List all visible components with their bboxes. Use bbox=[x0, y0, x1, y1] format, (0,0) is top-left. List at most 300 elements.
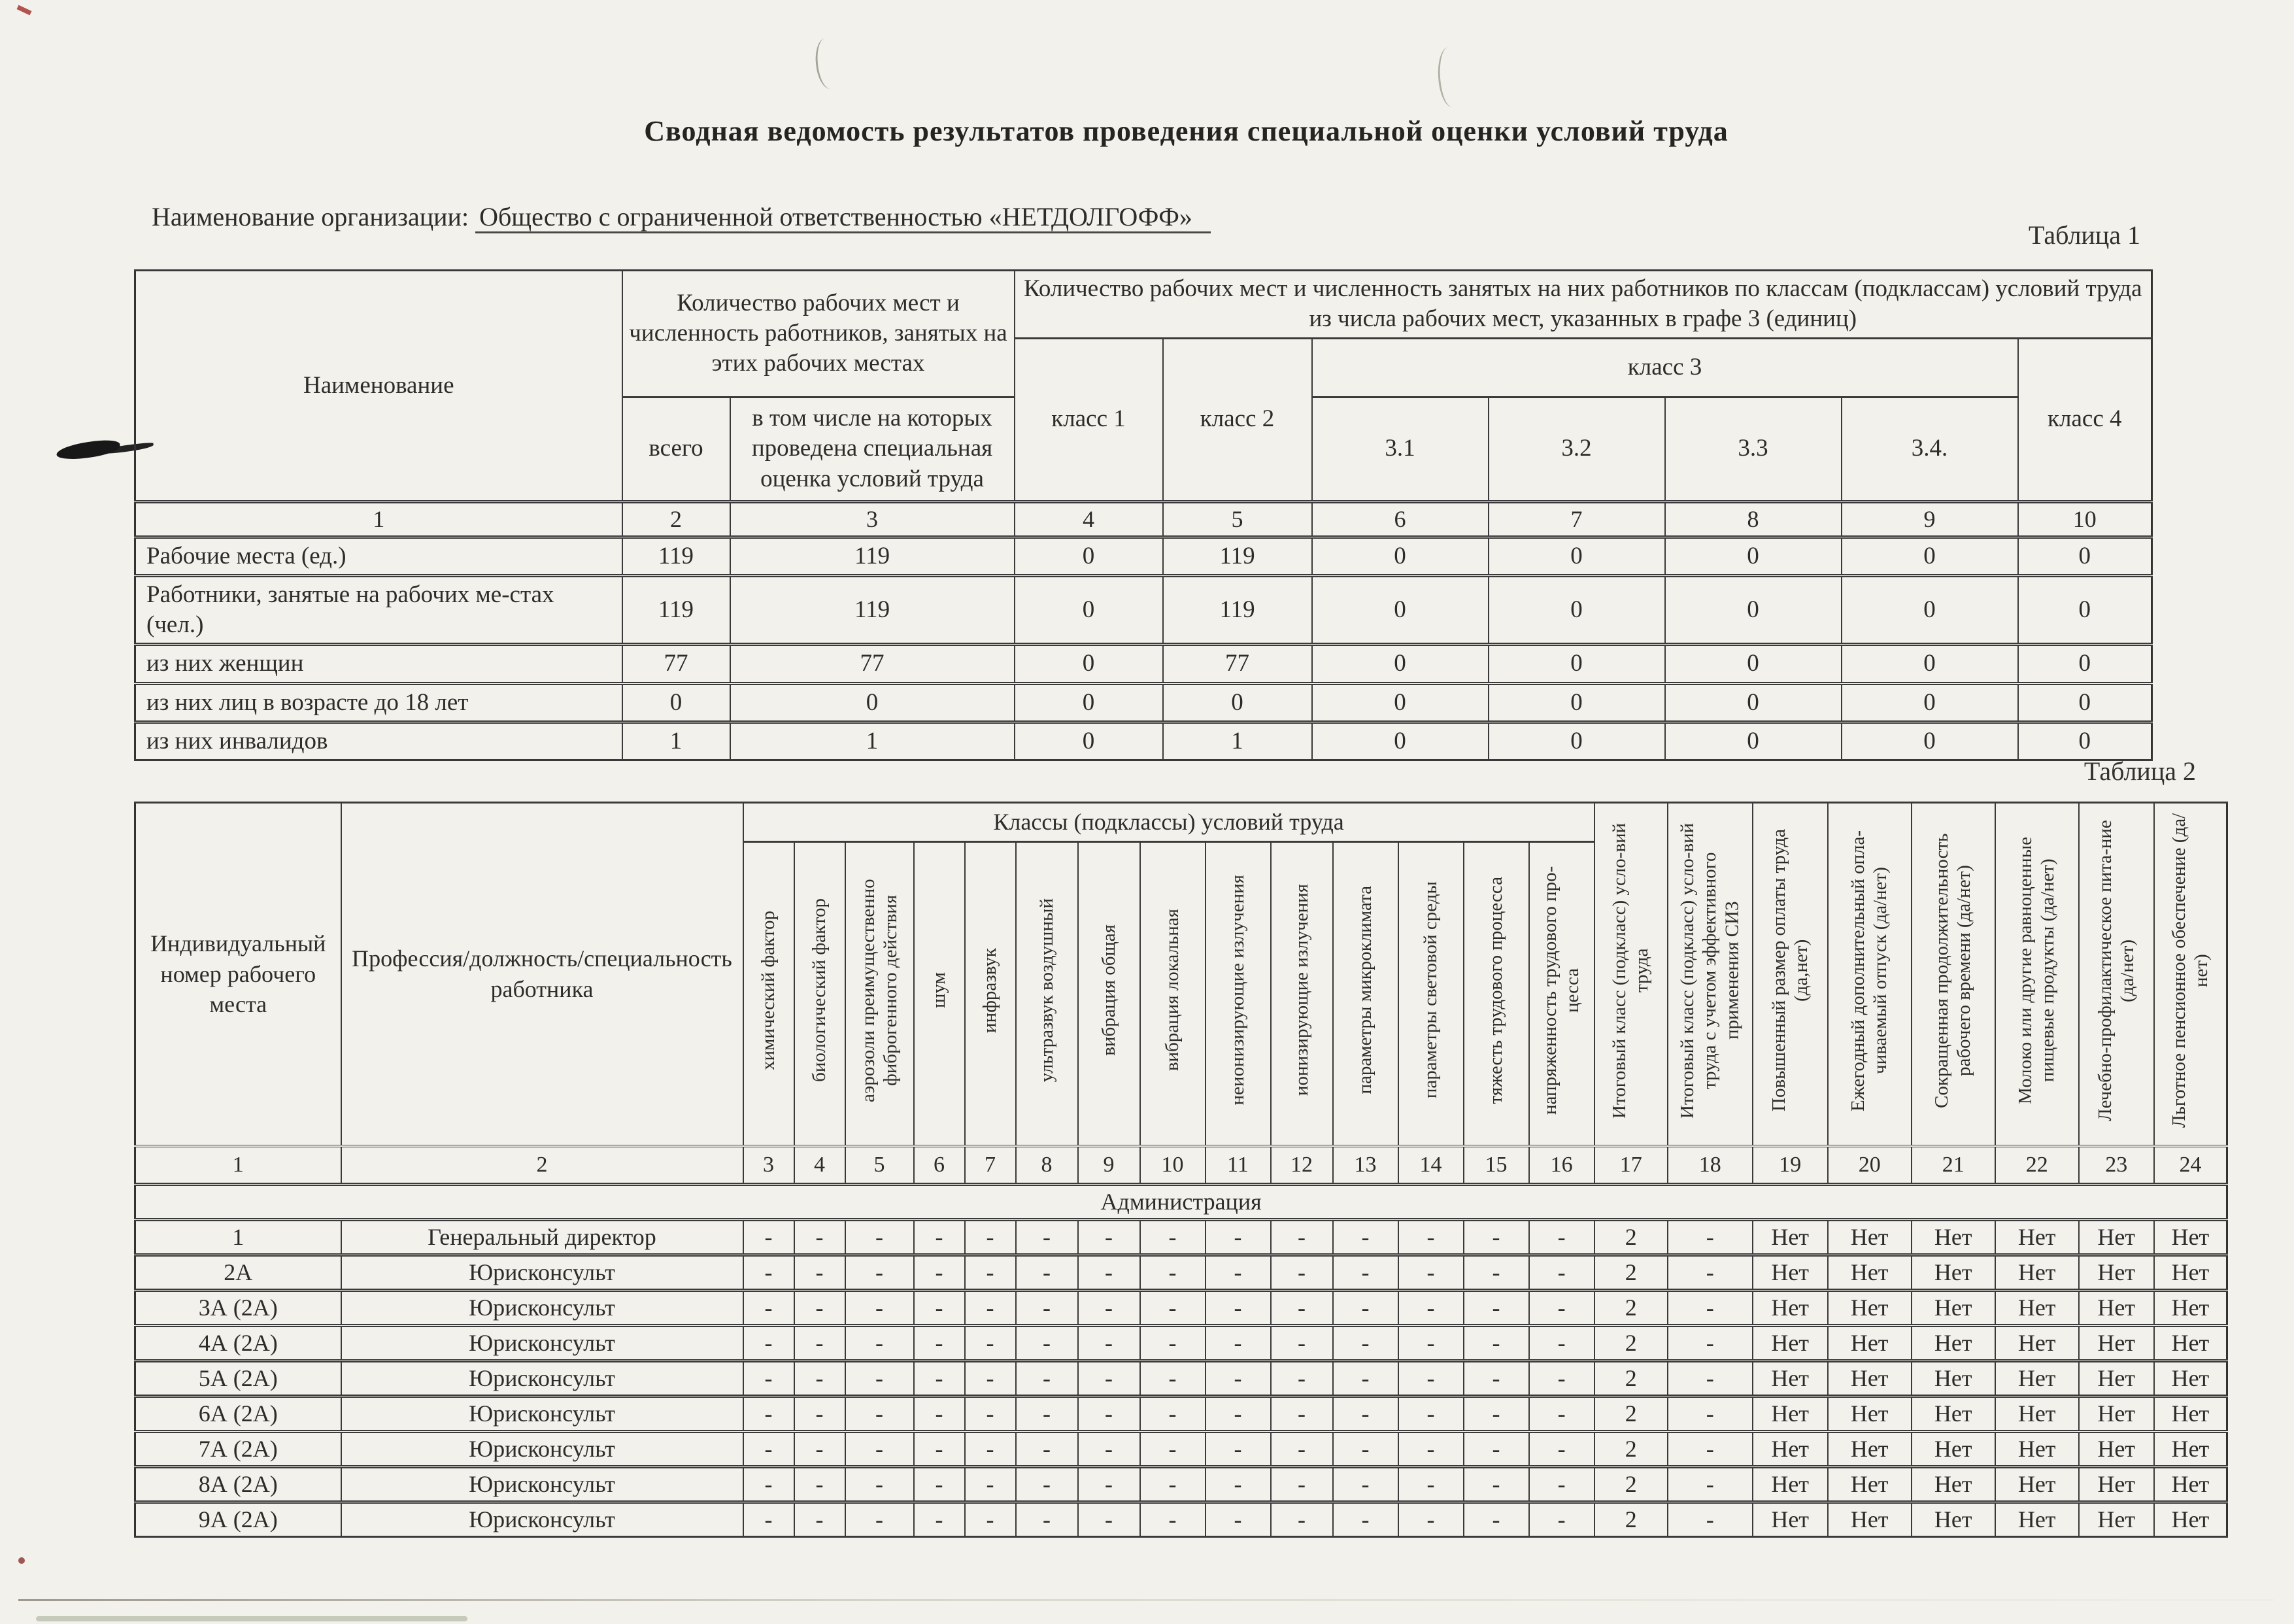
benefit-cell: Нет bbox=[1828, 1502, 1912, 1536]
row-value-cell: 0 bbox=[1163, 683, 1312, 722]
row-label-cell: из них женщин bbox=[135, 645, 622, 683]
column-number-cell: 15 bbox=[1464, 1146, 1529, 1184]
summary-table-1 bbox=[134, 269, 2153, 761]
factor-value-cell: - bbox=[794, 1219, 845, 1255]
row-value-cell: 0 bbox=[2018, 683, 2152, 722]
factor-value-cell: - bbox=[1016, 1290, 1078, 1325]
factor-value-cell: - bbox=[1140, 1431, 1206, 1466]
benefit-cell: Нет bbox=[1995, 1325, 2079, 1361]
factor-value-cell: - bbox=[1333, 1325, 1398, 1361]
factor-value-cell: - bbox=[914, 1431, 965, 1466]
factor-column-label: химический фактор bbox=[758, 910, 779, 1070]
factor-value-cell: - bbox=[1140, 1290, 1206, 1325]
final-class-cell: 2 bbox=[1594, 1255, 1668, 1290]
workplace-number-cell: 8А (2А) bbox=[135, 1466, 341, 1502]
column-number-cell: 8 bbox=[1016, 1146, 1078, 1184]
row-value-cell: 0 bbox=[1665, 537, 1842, 575]
factor-value-cell: - bbox=[743, 1396, 794, 1431]
workplace-number-cell: 2А bbox=[135, 1255, 341, 1290]
column-number-cell: 12 bbox=[1271, 1146, 1333, 1184]
benefit-cell: Нет bbox=[2079, 1466, 2154, 1502]
factor-value-cell: - bbox=[1016, 1361, 1078, 1396]
workplace-row bbox=[135, 1466, 2227, 1502]
benefit-cell: Нет bbox=[1753, 1396, 1828, 1431]
table1-body bbox=[135, 537, 2152, 760]
column-number-cell: 16 bbox=[1529, 1146, 1594, 1184]
factor-value-cell: - bbox=[914, 1255, 965, 1290]
profession-cell: Юрисконсульт bbox=[341, 1396, 743, 1431]
table2-caption: Таблица 2 bbox=[2083, 756, 2196, 786]
factor-value-cell: - bbox=[914, 1466, 965, 1502]
benefit-cell: Нет bbox=[1828, 1466, 1912, 1502]
factor-value-cell: - bbox=[743, 1219, 794, 1255]
benefit-cell: Нет bbox=[1995, 1255, 2079, 1290]
table1-row bbox=[135, 722, 2152, 760]
final-class-cell: 2 bbox=[1594, 1431, 1668, 1466]
factor-column-header bbox=[1206, 842, 1271, 1146]
workplace-number-cell: 7А (2А) bbox=[135, 1431, 341, 1466]
result-column-label: Итоговый класс (подкласс) усло-вий труда с учетом эффективного применения СИЗ bbox=[1677, 822, 1743, 1119]
benefit-cell: Нет bbox=[1828, 1325, 1912, 1361]
factor-value-cell: - bbox=[1271, 1325, 1333, 1361]
factor-column-label: биологический фактор bbox=[809, 898, 830, 1082]
factor-value-cell: - bbox=[1398, 1255, 1464, 1290]
factor-value-cell: - bbox=[914, 1361, 965, 1396]
factor-value-cell: - bbox=[1529, 1255, 1594, 1290]
page-title: Сводная ведомость результатов проведения специальной оценки условий труда bbox=[644, 115, 1729, 147]
factor-value-cell: - bbox=[1206, 1290, 1271, 1325]
organization-line bbox=[152, 201, 1211, 232]
benefit-cell: Нет bbox=[1912, 1466, 1995, 1502]
red-mark-artifact bbox=[17, 5, 32, 16]
factor-value-cell: - bbox=[1206, 1255, 1271, 1290]
factor-value-cell: - bbox=[1078, 1290, 1140, 1325]
benefit-cell: Нет bbox=[2079, 1361, 2154, 1396]
final-class-cell: 2 bbox=[1594, 1325, 1668, 1361]
benefit-cell: Нет bbox=[1995, 1431, 2079, 1466]
row-label-cell: Рабочие места (ед.) bbox=[135, 537, 622, 575]
factor-value-cell: - bbox=[845, 1325, 914, 1361]
row-value-cell: 0 bbox=[2018, 537, 2152, 575]
factor-value-cell: - bbox=[914, 1396, 965, 1431]
factor-value-cell: - bbox=[1206, 1396, 1271, 1431]
row-label-cell: из них инвалидов bbox=[135, 722, 622, 760]
workplaces-table-2 bbox=[134, 802, 2228, 1538]
row-value-cell: 0 bbox=[1842, 537, 2018, 575]
final-class-siz-cell: - bbox=[1668, 1255, 1753, 1290]
column-number-cell: 11 bbox=[1206, 1146, 1271, 1184]
row-value-cell: 119 bbox=[730, 537, 1015, 575]
benefit-cell: Нет bbox=[1912, 1431, 1995, 1466]
row-value-cell: 0 bbox=[1312, 537, 1489, 575]
result-column-label: Молоко или другие равноценные пищевые продукты (да/нет) bbox=[2015, 836, 2059, 1105]
workplace-row bbox=[135, 1255, 2227, 1290]
column-number-cell: 1 bbox=[135, 501, 622, 537]
benefit-cell: Нет bbox=[1995, 1466, 2079, 1502]
benefit-cell: Нет bbox=[2079, 1290, 2154, 1325]
factor-value-cell: - bbox=[1140, 1396, 1206, 1431]
t1-header-class3: класс 3 bbox=[1312, 338, 2018, 397]
factor-value-cell: - bbox=[1333, 1219, 1398, 1255]
factor-value-cell: - bbox=[1398, 1466, 1464, 1502]
factor-value-cell: - bbox=[1016, 1325, 1078, 1361]
row-value-cell: 0 bbox=[1312, 575, 1489, 645]
factor-value-cell: - bbox=[914, 1502, 965, 1536]
workplace-number-cell: 9А (2А) bbox=[135, 1502, 341, 1536]
result-column-header bbox=[1753, 803, 1828, 1147]
factor-value-cell: - bbox=[1333, 1396, 1398, 1431]
t2-header-profession: Профессия/должность/специальность работника bbox=[341, 803, 743, 1147]
factor-value-cell: - bbox=[1140, 1502, 1206, 1536]
column-number-cell: 5 bbox=[1163, 501, 1312, 537]
column-number-cell: 10 bbox=[1140, 1146, 1206, 1184]
benefit-cell: Нет bbox=[1753, 1361, 1828, 1396]
result-column-label: Льготное пенсионное обеспечение (да/нет) bbox=[2168, 813, 2212, 1128]
row-value-cell: 0 bbox=[622, 683, 730, 722]
column-number-cell: 1 bbox=[135, 1146, 341, 1184]
factor-value-cell: - bbox=[1271, 1255, 1333, 1290]
final-class-siz-cell: - bbox=[1668, 1502, 1753, 1536]
table1-numbers-row bbox=[135, 501, 2152, 537]
factor-value-cell: - bbox=[743, 1325, 794, 1361]
factor-column-label: шум bbox=[928, 972, 950, 1008]
factor-value-cell: - bbox=[1016, 1396, 1078, 1431]
factor-value-cell: - bbox=[1078, 1219, 1140, 1255]
workplace-number-cell: 6А (2А) bbox=[135, 1396, 341, 1431]
factor-value-cell: - bbox=[1464, 1466, 1529, 1502]
factor-value-cell: - bbox=[1206, 1431, 1271, 1466]
factor-column-label: неионизирующие излучения bbox=[1227, 875, 1249, 1106]
row-value-cell: 1 bbox=[730, 722, 1015, 760]
factor-column-header bbox=[1464, 842, 1529, 1146]
column-number-cell: 3 bbox=[730, 501, 1015, 537]
row-value-cell: 0 bbox=[2018, 575, 2152, 645]
factor-value-cell: - bbox=[794, 1290, 845, 1325]
factor-value-cell: - bbox=[1140, 1255, 1206, 1290]
factor-column-label: параметры световой среды bbox=[1420, 881, 1442, 1099]
factor-value-cell: - bbox=[1016, 1466, 1078, 1502]
factor-value-cell: - bbox=[1464, 1396, 1529, 1431]
result-column-header bbox=[2079, 803, 2154, 1147]
factor-column-label: инфразвук bbox=[979, 947, 1001, 1033]
column-number-cell: 2 bbox=[622, 501, 730, 537]
table1-caption: Таблица 1 bbox=[2028, 220, 2140, 250]
final-class-siz-cell: - bbox=[1668, 1325, 1753, 1361]
factor-value-cell: - bbox=[794, 1255, 845, 1290]
final-class-cell: 2 bbox=[1594, 1396, 1668, 1431]
factor-value-cell: - bbox=[965, 1325, 1016, 1361]
factor-value-cell: - bbox=[1078, 1431, 1140, 1466]
final-class-siz-cell: - bbox=[1668, 1431, 1753, 1466]
factor-column-header bbox=[1398, 842, 1464, 1146]
column-number-cell: 14 bbox=[1398, 1146, 1464, 1184]
column-number-cell: 22 bbox=[1995, 1146, 2079, 1184]
profession-cell: Юрисконсульт bbox=[341, 1361, 743, 1396]
factor-value-cell: - bbox=[1529, 1466, 1594, 1502]
row-value-cell: 0 bbox=[1842, 722, 2018, 760]
workplace-number-cell: 1 bbox=[135, 1219, 341, 1255]
column-number-cell: 4 bbox=[794, 1146, 845, 1184]
factor-value-cell: - bbox=[1206, 1502, 1271, 1536]
organization-label: Наименование организации: bbox=[152, 202, 469, 231]
factor-value-cell: - bbox=[1206, 1466, 1271, 1502]
profession-cell: Юрисконсульт bbox=[341, 1290, 743, 1325]
column-number-cell: 24 bbox=[2154, 1146, 2227, 1184]
factor-value-cell: - bbox=[914, 1325, 965, 1361]
factor-value-cell: - bbox=[1271, 1219, 1333, 1255]
benefit-cell: Нет bbox=[1753, 1255, 1828, 1290]
red-mark-artifact bbox=[18, 1557, 25, 1564]
row-value-cell: 0 bbox=[2018, 645, 2152, 683]
factor-value-cell: - bbox=[1016, 1219, 1078, 1255]
row-value-cell: 0 bbox=[1015, 537, 1163, 575]
column-number-cell: 6 bbox=[914, 1146, 965, 1184]
column-number-cell: 18 bbox=[1668, 1146, 1753, 1184]
row-value-cell: 0 bbox=[1489, 575, 1665, 645]
factor-value-cell: - bbox=[1398, 1325, 1464, 1361]
factor-value-cell: - bbox=[1078, 1396, 1140, 1431]
result-column-header bbox=[1668, 803, 1753, 1147]
profession-cell: Юрисконсульт bbox=[341, 1325, 743, 1361]
table1-row bbox=[135, 683, 2152, 722]
factor-value-cell: - bbox=[1333, 1255, 1398, 1290]
factor-value-cell: - bbox=[1271, 1502, 1333, 1536]
column-number-cell: 7 bbox=[965, 1146, 1016, 1184]
row-value-cell: 119 bbox=[622, 575, 730, 645]
factor-value-cell: - bbox=[1206, 1325, 1271, 1361]
column-number-cell: 23 bbox=[2079, 1146, 2154, 1184]
factor-value-cell: - bbox=[1078, 1255, 1140, 1290]
factor-column-label: аэрозоли преимущественно фиброгенного действия bbox=[857, 878, 901, 1102]
table1-row bbox=[135, 537, 2152, 575]
factor-value-cell: - bbox=[1140, 1466, 1206, 1502]
column-number-cell: 6 bbox=[1312, 501, 1489, 537]
factor-value-cell: - bbox=[1529, 1502, 1594, 1536]
benefit-cell: Нет bbox=[2079, 1219, 2154, 1255]
row-value-cell: 0 bbox=[1015, 683, 1163, 722]
benefit-cell: Нет bbox=[1912, 1325, 1995, 1361]
factor-value-cell: - bbox=[743, 1466, 794, 1502]
fold-line-artifact bbox=[18, 1599, 2274, 1601]
factor-value-cell: - bbox=[1529, 1431, 1594, 1466]
column-number-cell: 10 bbox=[2018, 501, 2152, 537]
row-value-cell: 0 bbox=[1489, 722, 1665, 760]
column-number-cell: 13 bbox=[1333, 1146, 1398, 1184]
benefit-cell: Нет bbox=[1828, 1255, 1912, 1290]
column-number-cell: 8 bbox=[1665, 501, 1842, 537]
factor-column-header bbox=[965, 842, 1016, 1146]
t1-header-class4: класс 4 bbox=[2018, 338, 2152, 501]
result-column-label: Итоговый класс (подкласс) усло-вий труда bbox=[1609, 822, 1653, 1119]
factor-value-cell: - bbox=[1078, 1466, 1140, 1502]
table2-body bbox=[135, 1184, 2227, 1536]
factor-value-cell: - bbox=[914, 1219, 965, 1255]
section-row bbox=[135, 1184, 2227, 1219]
result-column-header bbox=[1995, 803, 2079, 1147]
row-value-cell: 77 bbox=[622, 645, 730, 683]
benefit-cell: Нет bbox=[1828, 1431, 1912, 1466]
factor-value-cell: - bbox=[965, 1219, 1016, 1255]
factor-value-cell: - bbox=[743, 1431, 794, 1466]
row-value-cell: 0 bbox=[1665, 722, 1842, 760]
result-column-label: Лечебно-профилактическое пита-ние (да/нет) bbox=[2094, 820, 2138, 1121]
column-number-cell: 2 bbox=[341, 1146, 743, 1184]
factor-column-header bbox=[1529, 842, 1594, 1146]
factor-value-cell: - bbox=[1271, 1290, 1333, 1325]
factor-value-cell: - bbox=[1464, 1255, 1529, 1290]
factor-value-cell: - bbox=[1078, 1502, 1140, 1536]
column-number-cell: 4 bbox=[1015, 501, 1163, 537]
factor-column-label: ионизирующие излучения bbox=[1290, 884, 1312, 1096]
result-column-header bbox=[2154, 803, 2227, 1147]
row-value-cell: 77 bbox=[1163, 645, 1312, 683]
column-number-cell: 17 bbox=[1594, 1146, 1668, 1184]
benefit-cell: Нет bbox=[1828, 1361, 1912, 1396]
benefit-cell: Нет bbox=[1912, 1361, 1995, 1396]
final-class-siz-cell: - bbox=[1668, 1466, 1753, 1502]
row-value-cell: 0 bbox=[730, 683, 1015, 722]
factor-column-label: вибрация общая bbox=[1098, 924, 1119, 1056]
final-class-siz-cell: - bbox=[1668, 1396, 1753, 1431]
benefit-cell: Нет bbox=[2079, 1255, 2154, 1290]
t1-header-including: в том числе на которых проведена специальная оценка условий труда bbox=[730, 397, 1015, 501]
factor-value-cell: - bbox=[914, 1290, 965, 1325]
final-class-siz-cell: - bbox=[1668, 1219, 1753, 1255]
benefit-cell: Нет bbox=[1995, 1219, 2079, 1255]
factor-value-cell: - bbox=[965, 1466, 1016, 1502]
benefit-cell: Нет bbox=[2154, 1502, 2227, 1536]
benefit-cell: Нет bbox=[1828, 1219, 1912, 1255]
factor-value-cell: - bbox=[743, 1361, 794, 1396]
factor-column-label: напряженность трудового про-цесса bbox=[1540, 866, 1583, 1115]
factor-column-label: ультразвук воздушный bbox=[1036, 898, 1057, 1083]
profession-cell: Юрисконсульт bbox=[341, 1255, 743, 1290]
factor-value-cell: - bbox=[965, 1431, 1016, 1466]
factor-value-cell: - bbox=[1206, 1219, 1271, 1255]
factor-column-header bbox=[1333, 842, 1398, 1146]
benefit-cell: Нет bbox=[1753, 1502, 1828, 1536]
factor-column-header bbox=[1078, 842, 1140, 1146]
workplace-row bbox=[135, 1396, 2227, 1431]
organization-name: Общество с ограниченной ответственностью «НЕТДОЛГОФФ» bbox=[475, 202, 1211, 233]
result-column-label: Ежегодный дополнительный опла-чиваемый отпуск (да/нет) bbox=[1847, 830, 1891, 1111]
benefit-cell: Нет bbox=[2154, 1466, 2227, 1502]
factor-value-cell: - bbox=[1016, 1255, 1078, 1290]
benefit-cell: Нет bbox=[2154, 1290, 2227, 1325]
factor-value-cell: - bbox=[1529, 1325, 1594, 1361]
factor-value-cell: - bbox=[845, 1361, 914, 1396]
final-class-siz-cell: - bbox=[1668, 1361, 1753, 1396]
row-value-cell: 0 bbox=[1015, 722, 1163, 760]
column-number-cell: 9 bbox=[1078, 1146, 1140, 1184]
row-value-cell: 0 bbox=[1665, 683, 1842, 722]
factor-value-cell: - bbox=[1529, 1361, 1594, 1396]
factor-column-header bbox=[794, 842, 845, 1146]
benefit-cell: Нет bbox=[1753, 1219, 1828, 1255]
factor-value-cell: - bbox=[1398, 1361, 1464, 1396]
column-number-cell: 21 bbox=[1912, 1146, 1995, 1184]
factor-value-cell: - bbox=[1398, 1396, 1464, 1431]
section-title-cell: Администрация bbox=[135, 1184, 2227, 1219]
factor-value-cell: - bbox=[1271, 1396, 1333, 1431]
row-value-cell: 77 bbox=[730, 645, 1015, 683]
factor-value-cell: - bbox=[1271, 1466, 1333, 1502]
row-value-cell: 1 bbox=[1163, 722, 1312, 760]
factor-column-header bbox=[914, 842, 965, 1146]
benefit-cell: Нет bbox=[1912, 1396, 1995, 1431]
factor-value-cell: - bbox=[1206, 1361, 1271, 1396]
factor-value-cell: - bbox=[794, 1502, 845, 1536]
benefit-cell: Нет bbox=[1828, 1290, 1912, 1325]
factor-value-cell: - bbox=[1464, 1290, 1529, 1325]
factor-value-cell: - bbox=[1529, 1219, 1594, 1255]
factor-value-cell: - bbox=[1529, 1290, 1594, 1325]
profession-cell: Юрисконсульт bbox=[341, 1466, 743, 1502]
benefit-cell: Нет bbox=[1912, 1502, 1995, 1536]
factor-value-cell: - bbox=[965, 1502, 1016, 1536]
workplace-number-cell: 5А (2А) bbox=[135, 1361, 341, 1396]
factor-value-cell: - bbox=[794, 1325, 845, 1361]
row-label-cell: из них лиц в возрасте до 18 лет bbox=[135, 683, 622, 722]
benefit-cell: Нет bbox=[1753, 1431, 1828, 1466]
factor-value-cell: - bbox=[845, 1396, 914, 1431]
workplace-row bbox=[135, 1361, 2227, 1396]
factor-value-cell: - bbox=[1464, 1361, 1529, 1396]
factor-value-cell: - bbox=[1464, 1325, 1529, 1361]
workplace-row bbox=[135, 1502, 2227, 1536]
profession-cell: Юрисконсульт bbox=[341, 1431, 743, 1466]
row-value-cell: 119 bbox=[622, 537, 730, 575]
factor-value-cell: - bbox=[1016, 1431, 1078, 1466]
benefit-cell: Нет bbox=[2079, 1502, 2154, 1536]
factor-value-cell: - bbox=[1140, 1325, 1206, 1361]
factor-value-cell: - bbox=[1078, 1325, 1140, 1361]
benefit-cell: Нет bbox=[1995, 1502, 2079, 1536]
factor-value-cell: - bbox=[1464, 1502, 1529, 1536]
column-number-cell: 20 bbox=[1828, 1146, 1912, 1184]
factor-column-label: тяжесть трудового процесса bbox=[1485, 876, 1507, 1104]
factor-value-cell: - bbox=[1398, 1502, 1464, 1536]
row-value-cell: 0 bbox=[1665, 645, 1842, 683]
t1-header-class3-3: 3.3 bbox=[1665, 397, 1842, 501]
row-value-cell: 0 bbox=[1842, 645, 2018, 683]
row-value-cell: 0 bbox=[1489, 645, 1665, 683]
benefit-cell: Нет bbox=[1912, 1219, 1995, 1255]
row-value-cell: 0 bbox=[1842, 575, 2018, 645]
final-class-cell: 2 bbox=[1594, 1502, 1668, 1536]
benefit-cell: Нет bbox=[2154, 1255, 2227, 1290]
factor-value-cell: - bbox=[845, 1502, 914, 1536]
factor-value-cell: - bbox=[1140, 1361, 1206, 1396]
t2-header-workplace-number: Индивидуальный номер рабочего места bbox=[135, 803, 341, 1147]
final-class-cell: 2 bbox=[1594, 1466, 1668, 1502]
table2-header-row-1 bbox=[135, 803, 2227, 842]
factor-column-header bbox=[1140, 842, 1206, 1146]
table1-row bbox=[135, 575, 2152, 645]
factor-value-cell: - bbox=[743, 1290, 794, 1325]
factor-value-cell: - bbox=[1271, 1361, 1333, 1396]
benefit-cell: Нет bbox=[2154, 1325, 2227, 1361]
benefit-cell: Нет bbox=[1995, 1396, 2079, 1431]
t1-header-count-group: Количество рабочих мест и численность работников, занятых на этих рабочих местах bbox=[622, 271, 1015, 398]
result-column-label: Сокращенная продолжительность рабочего времени (да/нет) bbox=[1931, 833, 1975, 1108]
factor-column-header bbox=[1016, 842, 1078, 1146]
factor-value-cell: - bbox=[965, 1290, 1016, 1325]
column-number-cell: 5 bbox=[845, 1146, 914, 1184]
factor-column-header bbox=[1271, 842, 1333, 1146]
result-column-header bbox=[1594, 803, 1668, 1147]
factor-value-cell: - bbox=[1398, 1431, 1464, 1466]
